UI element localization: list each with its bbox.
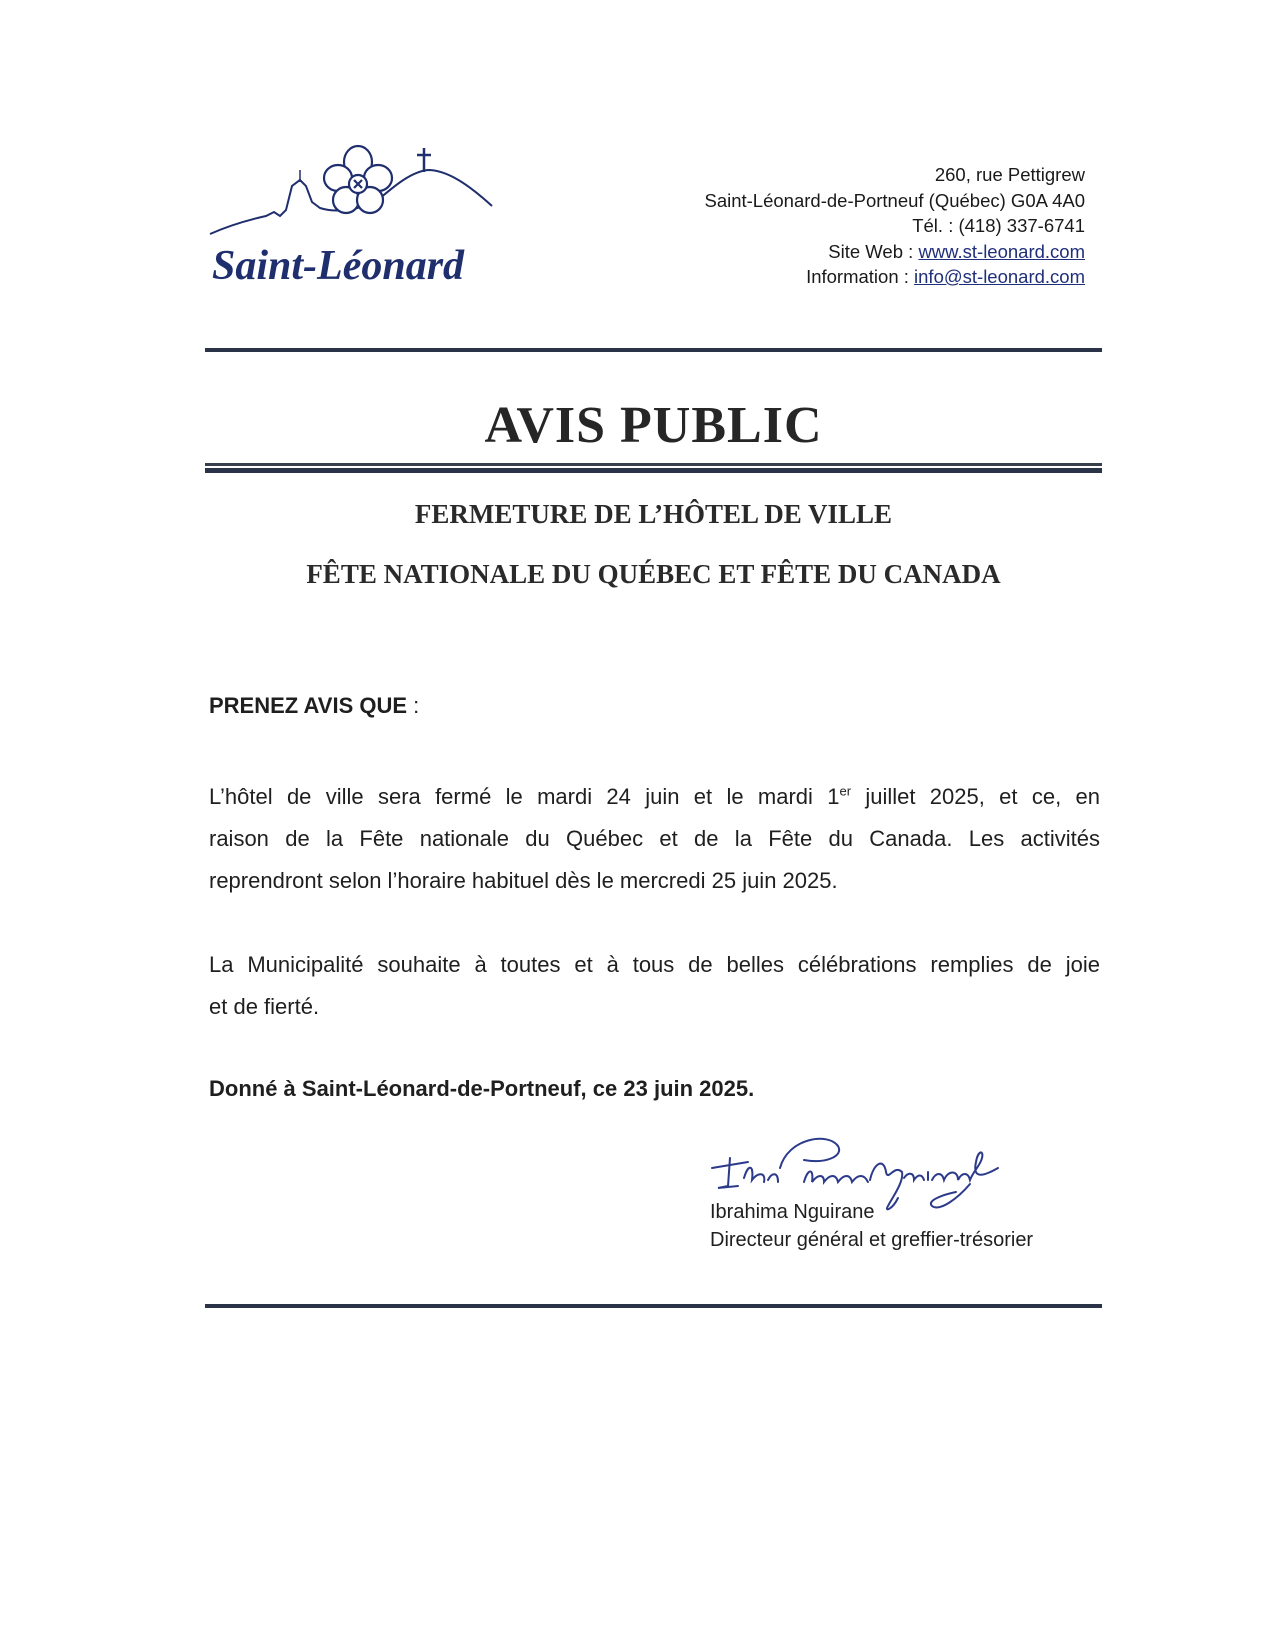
title-divider-thin xyxy=(205,463,1102,466)
street-address: 260, rue Pettigrew xyxy=(934,164,1085,185)
closure-line-2: raison de la Fête nationale du Québec et de la Fête du Canada. Les activités xyxy=(209,826,1100,851)
take-notice-colon: : xyxy=(407,693,420,718)
signatory-name: Ibrahima Nguirane xyxy=(710,1201,875,1223)
logo-wordmark: Saint-Léonard xyxy=(212,243,465,289)
web-label: Site Web : xyxy=(828,240,914,262)
info-label: Information : xyxy=(806,266,909,287)
given-at-statement: Donné à Saint-Léonard-de-Portneuf, ce 23 juin 2025. xyxy=(209,1076,755,1101)
notice-subtitle-holidays: FÊTE NATIONALE DU QUÉBEC ET FÊTE DU CANADA xyxy=(306,559,1001,589)
top-divider xyxy=(205,348,1102,352)
website-link[interactable]: www.st-leonard.com xyxy=(918,240,1085,262)
municipality-logo xyxy=(208,142,518,292)
closure-line-1 xyxy=(209,776,1100,818)
take-notice-label: PRENEZ AVIS QUE xyxy=(209,693,408,718)
closure-line-3: reprendront selon l’horaire habituel dès le mercredi 25 juin 2025. xyxy=(209,868,838,893)
closure-line-1-end: juillet 2025, et ce, en xyxy=(851,784,1100,809)
phone-row xyxy=(565,213,1085,239)
signatory-role: Directeur général et greffier-trésorier xyxy=(710,1229,1034,1251)
info-row xyxy=(565,264,1085,290)
phone-number: (418) 337-6741 xyxy=(958,215,1085,236)
notice-title: AVIS PUBLIC xyxy=(484,397,823,454)
closure-line-1-text: L’hôtel de ville sera fermé le mardi 24 juin et le mardi 1 xyxy=(209,784,840,809)
wishes-line-1: La Municipalité souhaite à toutes et à tous de belles célébrations remplies de joie xyxy=(209,952,1100,977)
notice-subtitle-closure: FERMETURE DE L’HÔTEL DE VILLE xyxy=(414,499,893,529)
closure-paragraph xyxy=(209,776,1100,902)
email-link[interactable]: info@st-leonard.com xyxy=(914,266,1085,287)
city-address: Saint-Léonard-de-Portneuf (Québec) G0A 4A0 xyxy=(704,189,1085,211)
ordinal-superscript: er xyxy=(839,783,852,799)
web-row xyxy=(565,239,1085,265)
take-notice-heading xyxy=(209,693,1100,719)
wishes-line-2: et de fierté. xyxy=(209,994,320,1019)
phone-label: Tél. : xyxy=(912,215,954,236)
title-divider-thick xyxy=(205,468,1102,473)
signatory-block xyxy=(710,1198,1033,1254)
bottom-divider xyxy=(205,1304,1102,1308)
saint-leonard-logo-graphic xyxy=(208,142,518,292)
address-block xyxy=(565,162,1085,290)
wishes-paragraph xyxy=(209,944,1100,1028)
